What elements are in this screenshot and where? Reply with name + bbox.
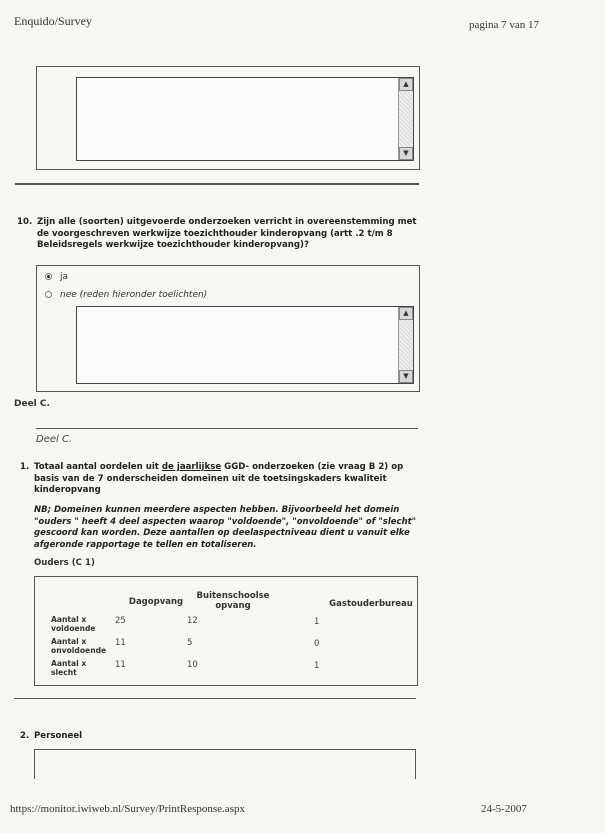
column-header: Buitenschoolse opvang bbox=[196, 591, 270, 611]
question-number: 10. bbox=[17, 217, 33, 227]
print-date: 24-5-2007 bbox=[481, 803, 527, 815]
row-label: Aantal x slecht bbox=[51, 659, 87, 677]
page-url: https://monitor.iwiweb.nl/Survey/PrintResponse.aspx bbox=[10, 803, 245, 815]
cell-value: 11 bbox=[115, 660, 126, 670]
question-text: Zijn alle (soorten) uitgevoerde onderzoeken verricht in overeenstemming met de voorgeschreven werkwijze toezichthouder kinderopvang (artt .2 t/m 8 Beleidsregels werkwijze toezichthouder kinderopvang)? bbox=[37, 217, 417, 250]
option-nee[interactable] bbox=[45, 290, 207, 300]
question-2 bbox=[20, 731, 220, 743]
textarea-scrollbar[interactable] bbox=[398, 78, 413, 160]
question-10-answer-frame bbox=[36, 265, 420, 392]
scroll-down-icon[interactable]: ▼ bbox=[399, 147, 413, 160]
question-text: Personeel bbox=[34, 731, 83, 741]
divider bbox=[36, 428, 418, 429]
question-1 bbox=[20, 462, 430, 498]
cell-value: 5 bbox=[187, 638, 193, 648]
scroll-up-icon[interactable]: ▲ bbox=[399, 307, 413, 320]
scroll-up-icon[interactable]: ▲ bbox=[399, 78, 413, 91]
previous-answer-frame bbox=[36, 66, 420, 170]
question-text: Totaal aantal oordelen uit de jaarlijkse GGD- onderzoeken (zie vraag B 2) op basis van de 7 onderscheiden domeinen uit de toetsingskaders kwaliteit kinderopvang bbox=[34, 462, 404, 495]
ouders-table-frame bbox=[34, 576, 418, 686]
question-number: 2. bbox=[20, 731, 30, 741]
scroll-down-icon[interactable]: ▼ bbox=[399, 370, 413, 383]
previous-answer-textarea[interactable] bbox=[76, 77, 414, 161]
reason-textarea[interactable] bbox=[76, 306, 414, 384]
page-indicator: pagina 7 van 17 bbox=[469, 19, 539, 31]
option-label: ja bbox=[60, 272, 69, 282]
cell-value: 12 bbox=[187, 616, 198, 626]
radio-nee[interactable] bbox=[45, 291, 52, 298]
divider bbox=[15, 183, 419, 185]
radio-ja[interactable] bbox=[45, 273, 52, 280]
cell-value: 1 bbox=[314, 617, 320, 627]
cell-value: 11 bbox=[115, 638, 126, 648]
table-subheading: Ouders (C 1) bbox=[34, 558, 95, 568]
section-heading: Deel C. bbox=[36, 434, 73, 445]
cell-value: 10 bbox=[187, 660, 198, 670]
textarea-scrollbar[interactable] bbox=[398, 307, 413, 383]
column-header: Gastouderbureau bbox=[329, 599, 413, 609]
column-header: Dagopvang bbox=[128, 597, 184, 607]
question-2-answer-frame bbox=[34, 749, 416, 779]
option-label: nee bbox=[60, 290, 77, 300]
cell-value: 1 bbox=[314, 661, 320, 671]
question-note: NB; Domeinen kunnen meerdere aspecten hebben. Bijvoorbeeld het domein "ouders " heeft 4 deel aspecten waarop "voldoende", "onvoldoende" of "slecht" gescoord kan worden. Deze aantallen op deelaspectniveau dient u vanuit elke afgeronde rapportage te tellen en totaliseren. bbox=[34, 505, 417, 550]
question-10 bbox=[17, 217, 427, 253]
row-label: Aantal x onvoldoende bbox=[51, 637, 107, 655]
section-label: Deel C. bbox=[14, 399, 50, 409]
question-number: 1. bbox=[20, 462, 30, 472]
row-label: Aantal x voldoende bbox=[51, 615, 96, 633]
option-note: (reden hieronder toelichten) bbox=[79, 290, 208, 300]
divider bbox=[14, 698, 416, 699]
app-title: Enquido/Survey bbox=[14, 14, 92, 28]
cell-value: 25 bbox=[115, 616, 126, 626]
underlined-term: de jaarlijkse bbox=[161, 462, 222, 472]
option-ja[interactable] bbox=[45, 272, 68, 282]
cell-value: 0 bbox=[314, 639, 320, 649]
